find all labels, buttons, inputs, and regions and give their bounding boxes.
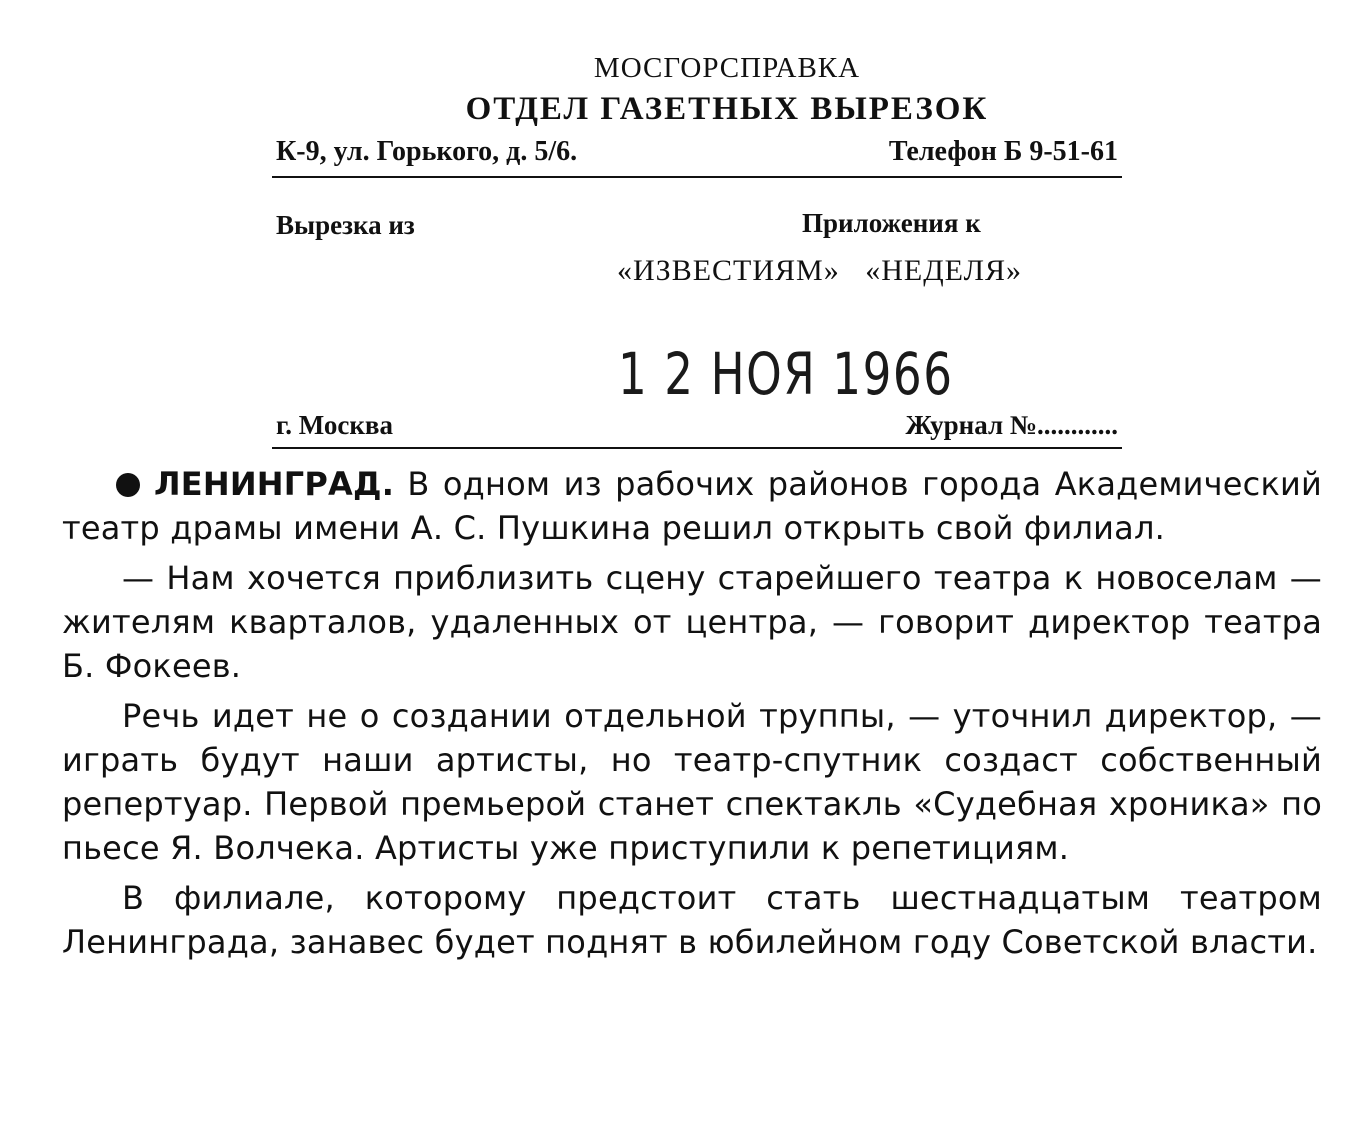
- article-paragraph: Речь идет не о создании отдельной труппы, — уточнил директор, — играть будут наши артисты, но театр-спутник создаст собственный репертуар. Первой премьерой станет спектакль «Судебная хроника» по пьесе Я. Волчека. Артисты уже приступили к репетициям.: [62, 697, 1322, 867]
- address: К-9, ул. Горького, д. 5/6.: [276, 136, 578, 167]
- article-lead-paragraph: [62, 462, 1322, 550]
- article-body: [62, 462, 1322, 970]
- bullet-icon: [116, 473, 140, 497]
- clipping-from-label: Вырезка из: [276, 210, 415, 240]
- department-name: ОТДЕЛ ГАЗЕТНЫХ ВЫРЕЗОК: [465, 91, 989, 127]
- newspaper-names: «ИЗВЕСТИЯМ» «НЕДЕЛЯ»: [617, 254, 1022, 287]
- journal-number-label: Журнал №............: [905, 410, 1118, 440]
- date-stamp: 1 2 НОЯ 1966: [618, 340, 954, 408]
- city-journal-row: [272, 410, 1122, 449]
- phone: Телефон Б 9-51-61: [888, 136, 1118, 167]
- organization-name: МОСГОРСПРАВКА: [593, 52, 861, 84]
- article-lead-text: В одном из рабочих районов города Академический театр драмы имени А. С. Пушкина решил открыть свой филиал.: [62, 465, 1322, 547]
- clipping-source-row: [272, 178, 1122, 287]
- supplement-label: Приложения к: [802, 208, 981, 238]
- article-dateline: ЛЕНИНГРАД.: [154, 465, 395, 503]
- clipping-header: [272, 48, 1122, 287]
- article-paragraph: В филиале, которому предстоит стать шестнадцатым театром Ленинграда, занавес будет поднят в юбилейном году Советской власти.: [62, 879, 1322, 961]
- article-paragraph: — Нам хочется приблизить сцену старейшего театра к новоселам — жителям кварталов, удаленных от центра, — говорит директор театра Б. Фокеев.: [62, 559, 1322, 685]
- address-row: [272, 130, 1122, 178]
- city-label: г. Москва: [276, 410, 393, 440]
